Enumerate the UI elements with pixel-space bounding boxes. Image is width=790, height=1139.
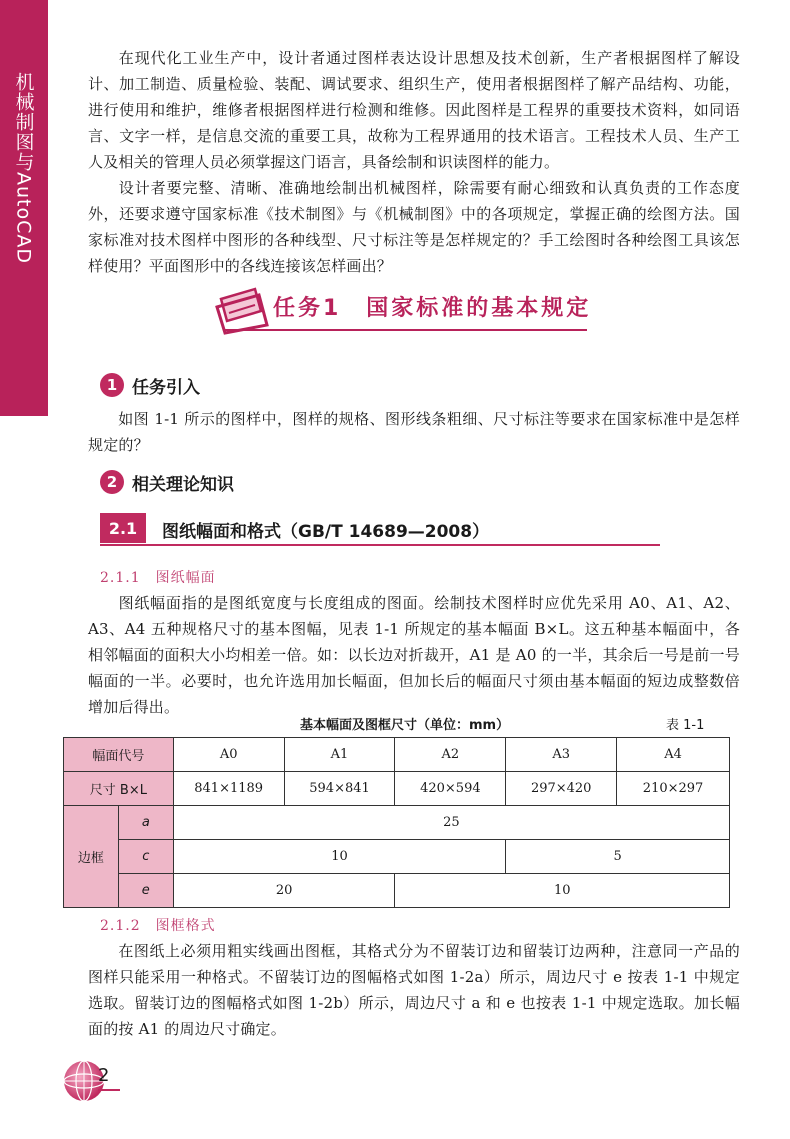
subsection-2-1-2-paragraph	[88, 938, 740, 1042]
intro-paragraph-1	[88, 45, 740, 175]
subsection-2-1-2-text: 在图纸上必须用粗实线画出图框，其格式分为不留装订边和留装订边两种，注意同一产品的图样只能采用一种格式。不留装订边的图幅格式如图 1-2a）所示，周边尺寸 e 按表 1-1 中规定选取。留装订边的图幅格式如图 1-2b）所示，周边尺寸 a 和 e 也按表 1-1 中规定选取。加长幅面的按 A1 的周边尺寸确定。	[88, 942, 740, 1038]
table-cell: 210×297	[617, 772, 730, 806]
label-c: c	[118, 840, 173, 874]
subsection-2-1-1-heading: 2.1.1 图纸幅面	[100, 570, 216, 586]
section-1-number: 1	[100, 373, 124, 397]
task-underline	[225, 329, 587, 331]
table-row	[64, 772, 730, 806]
subsection-2-1-2-heading: 2.1.2 图框格式	[100, 918, 216, 934]
table-cell: A3	[506, 738, 617, 772]
intro-text-2: 设计者要完整、清晰、准确地绘制出机械图样，除需要有耐心细致和认真负责的工作态度外，还要求遵守国家标准《技术制图》与《机械制图》中的各项规定，掌握正确的绘图方法。国家标准对技术图样中图形的各种线型、尺寸标注等是怎样规定的？手工绘图时各种绘图工具该怎样使用？平面图形中的各线连接该怎样画出？	[88, 179, 740, 275]
folder-icon	[215, 285, 275, 335]
table-cell: 10	[173, 840, 506, 874]
table-cell: 20	[173, 874, 395, 908]
section-1-paragraph	[88, 406, 740, 458]
table-row	[64, 840, 730, 874]
section-2-1-heading	[100, 511, 660, 545]
intro-paragraph-2	[88, 175, 740, 279]
task-title: 任务1 国家标准的基本规定	[273, 296, 592, 321]
table-cell: A2	[395, 738, 506, 772]
table-row	[64, 874, 730, 908]
table-cell: A0	[173, 738, 284, 772]
label-e: e	[118, 874, 173, 908]
section-1-label: 任务引入	[132, 377, 200, 398]
table-cell: 594×841	[284, 772, 395, 806]
table-cell: 420×594	[395, 772, 506, 806]
table-caption: 基本幅面及图框尺寸（单位：mm）	[300, 718, 510, 733]
label-a: a	[118, 806, 173, 840]
section-1-heading	[100, 370, 200, 400]
table-row	[64, 738, 730, 772]
table-number: 表 1-1	[666, 718, 705, 733]
book-title: 机械制图与AutoCAD	[12, 72, 35, 265]
page-number: 2	[98, 1065, 110, 1086]
paper-size-table	[63, 737, 730, 908]
page-number-badge	[62, 1055, 122, 1115]
table-cell: 10	[395, 874, 730, 908]
header-border: 边框	[64, 806, 119, 908]
section-2-number: 2	[100, 470, 124, 494]
table-cell: 297×420	[506, 772, 617, 806]
section-1-text: 如图 1-1 所示的图样中，图样的规格、图形线条粗细、尺寸标注等要求在国家标准中是怎样规定的？	[88, 410, 740, 454]
header-size: 尺寸 B×L	[64, 772, 174, 806]
subsection-2-1-1-paragraph	[88, 590, 740, 720]
section-2-1-rule	[100, 544, 660, 546]
table-cell: 25	[173, 806, 729, 840]
section-2-1-title: 图纸幅面和格式（GB/T 14689—2008）	[162, 522, 490, 542]
table-row	[64, 806, 730, 840]
sidebar	[0, 0, 48, 416]
subsection-2-1-1-text: 图纸幅面指的是图纸宽度与长度组成的图面。绘制技术图样时应优先采用 A0、A1、A2、A3、A4 五种规格尺寸的基本图幅，见表 1-1 所规定的基本幅面 B×L。这五种基本幅面中，各相邻幅面的面积大小均相差一倍。如：以长边对折裁开，A1 是 A0 的一半，其余后一号是前一号幅面的一半。必要时，也允许选用加长幅面，但加长后的幅面尺寸须由基本幅面的短边成整数倍增加后得出。	[88, 594, 740, 716]
section-2-heading	[100, 467, 234, 497]
table-cell: 5	[506, 840, 730, 874]
section-2-label: 相关理论知识	[132, 474, 234, 495]
intro-text-1: 在现代化工业生产中，设计者通过图样表达设计思想及技术创新，生产者根据图样了解设计、加工制造、质量检验、装配、调试要求、组织生产，使用者根据图样了解产品结构、功能，进行使用和维护，维修者根据图样进行检测和维修。因此图样是工程界的重要技术资料，如同语言、文字一样，是信息交流的重要工具，故称为工程界通用的技术语言。工程技术人员、生产工人及相关的管理人员必须掌握这门语言，具备绘制和识读图样的能力。	[88, 49, 740, 171]
table-cell: A1	[284, 738, 395, 772]
task-heading	[215, 283, 592, 339]
header-code: 幅面代号	[64, 738, 174, 772]
page-number-underline	[98, 1089, 120, 1091]
section-2-1-number: 2.1	[100, 513, 146, 543]
table-cell: 841×1189	[173, 772, 284, 806]
table-cell: A4	[617, 738, 730, 772]
